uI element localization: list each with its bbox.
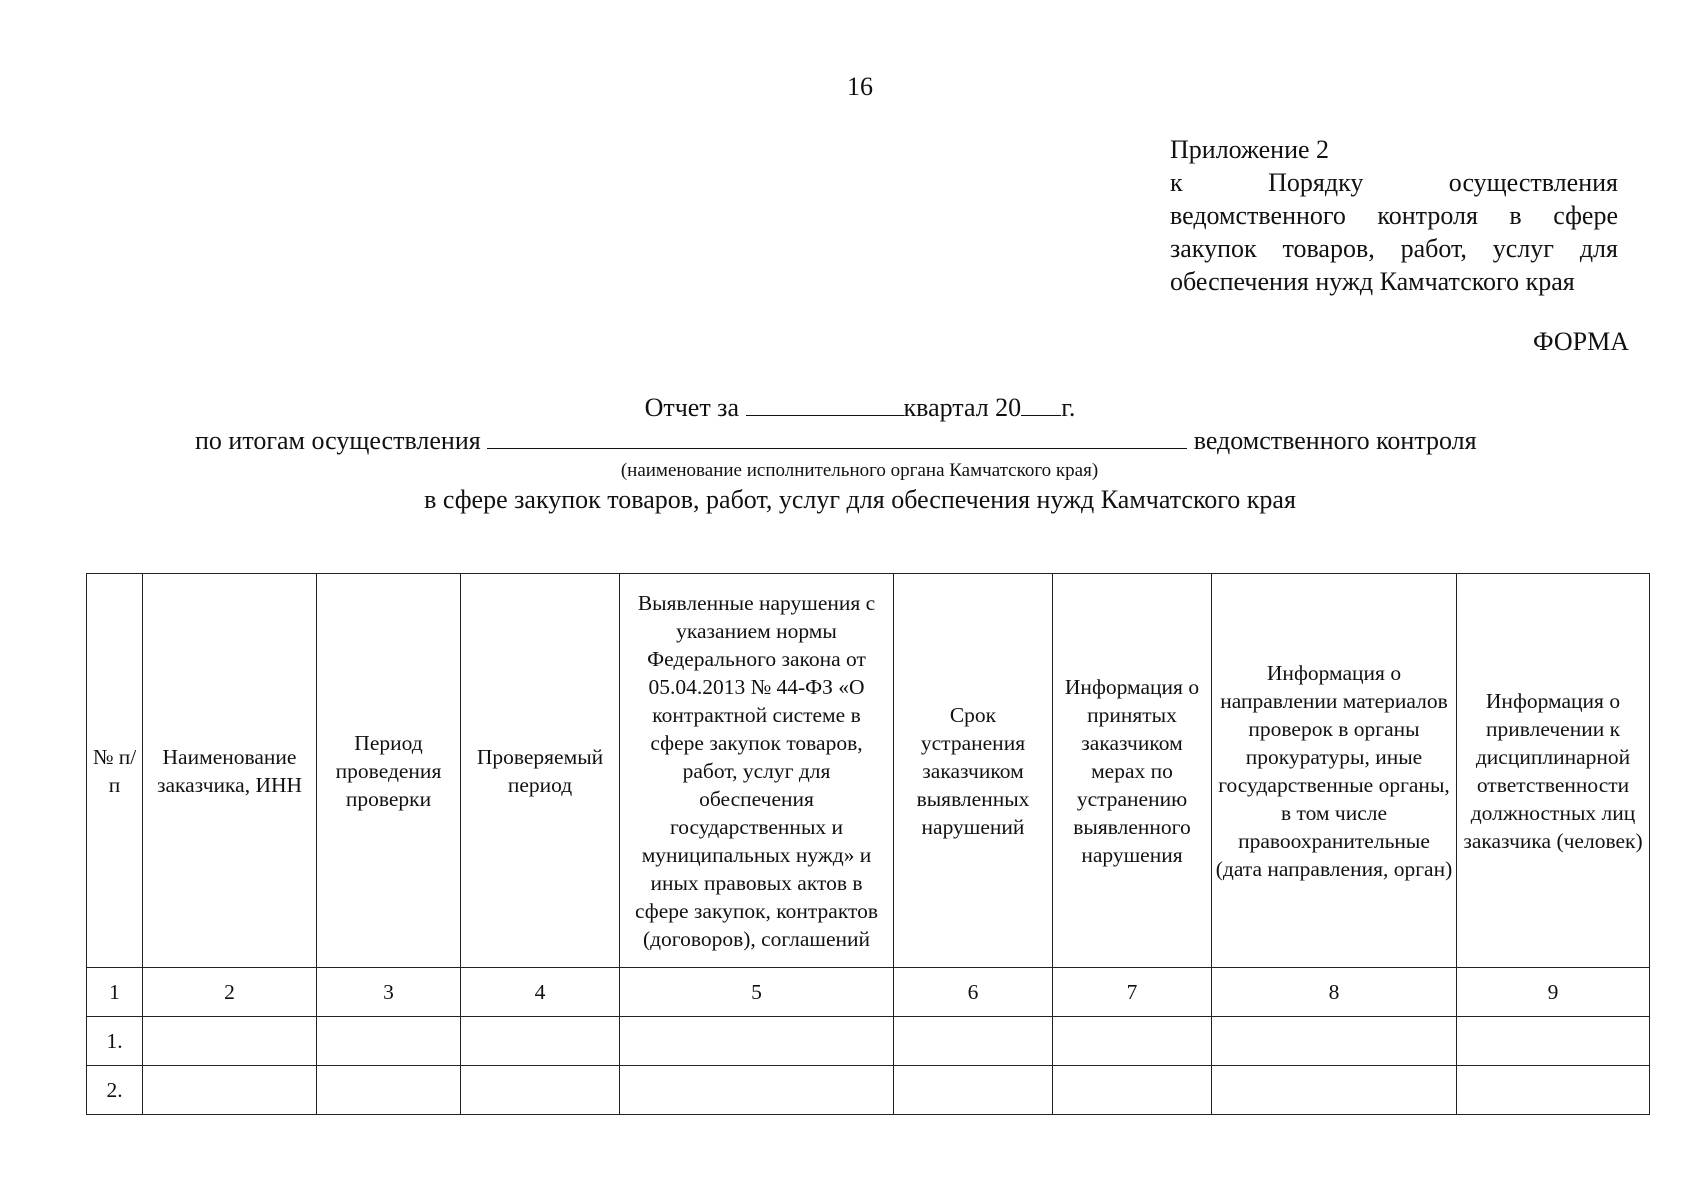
appendix-title: Приложение 2 [1170,135,1330,164]
table-cell[interactable] [1053,1017,1212,1066]
header-cell-violations: Выявленные нарушения с указанием нормы Федерального закона от 05.04.2013 № 44-ФЗ «О контрактной системе в сфере закупок товаров, работ, услуг для обеспечения государственных и муниципальных нужд» и иных правовых актов в сфере закупок, контрактов (договоров), соглашений [620,574,894,968]
column-number: 6 [894,968,1053,1017]
header-cell-disciplinary: Информация о привлечении к дисциплинарной ответственности должностных лиц заказчика (человек) [1457,574,1650,968]
table-header-row [87,574,1650,968]
appendix-line: к Порядку осуществления [1170,168,1618,197]
report-line-3: в сфере закупок товаров, работ, услуг для обеспечения нужд Камчатского края [424,485,1296,514]
appendix-line: ведомственного контроля в сфере [1170,201,1618,230]
organ-name-caption: (наименование исполнительного органа Камчатского края) [620,460,1099,481]
table-cell[interactable] [143,1066,317,1115]
appendix-line: закупок товаров, работ, услуг для [1170,234,1618,263]
table-cell[interactable] [1053,1066,1212,1115]
table-cell[interactable] [1212,1066,1457,1115]
table-cell[interactable] [317,1066,461,1115]
appendix-line: обеспечения нужд Камчатского края [1170,267,1575,296]
column-number: 1 [87,968,143,1017]
column-number: 5 [620,968,894,1017]
table-cell[interactable] [1212,1017,1457,1066]
table-cell[interactable] [1457,1066,1650,1115]
row-number: 1. [87,1017,143,1066]
column-number: 7 [1053,968,1212,1017]
column-number: 4 [461,968,620,1017]
report-title-prefix: Отчет за [644,393,746,422]
table-cell[interactable] [461,1017,620,1066]
table-cell[interactable] [317,1017,461,1066]
year-blank [1021,393,1061,416]
table-cell[interactable] [620,1066,894,1115]
header-cell-checked-period: Проверяемый период [461,574,620,968]
report-title-middle: квартал 20 [903,393,1022,422]
report-line-2 [195,426,1477,456]
column-number: 2 [143,968,317,1017]
table-row [87,1017,1650,1066]
report-title [0,393,1697,423]
form-label: ФОРМА [1533,327,1629,356]
table-cell[interactable] [461,1066,620,1115]
table-cell[interactable] [1457,1017,1650,1066]
table-cell[interactable] [143,1017,317,1066]
table-row [87,1066,1650,1115]
table-cell[interactable] [894,1066,1053,1115]
report-table [86,573,1650,1115]
header-cell-measures: Информация о принятых заказчиком мерах по устранению выявленного нарушения [1053,574,1212,968]
report-line2-prefix: по итогам осуществления [195,426,488,455]
column-number: 3 [317,968,461,1017]
organ-name-blank [487,426,1187,449]
report-title-suffix: г. [1061,393,1076,422]
appendix-block [1170,133,1618,298]
column-number: 9 [1457,968,1650,1017]
page-number: 16 [847,72,873,101]
header-cell-customer: Наименование заказчика, ИНН [143,574,317,968]
header-cell-num: № п/п [87,574,143,968]
column-number-row [87,968,1650,1017]
table-cell[interactable] [620,1017,894,1066]
report-line2-suffix: ведомственного контроля [1187,426,1477,455]
row-number: 2. [87,1066,143,1115]
table-cell[interactable] [894,1017,1053,1066]
quarter-blank [746,393,904,416]
header-cell-deadline: Срок устранения заказчиком выявленных нарушений [894,574,1053,968]
header-cell-materials: Информация о направлении материалов проверок в органы прокуратуры, иные государственные органы, в том числе правоохранительные (дата направления, орган) [1212,574,1457,968]
header-cell-check-period: Период проведения проверки [317,574,461,968]
column-number: 8 [1212,968,1457,1017]
